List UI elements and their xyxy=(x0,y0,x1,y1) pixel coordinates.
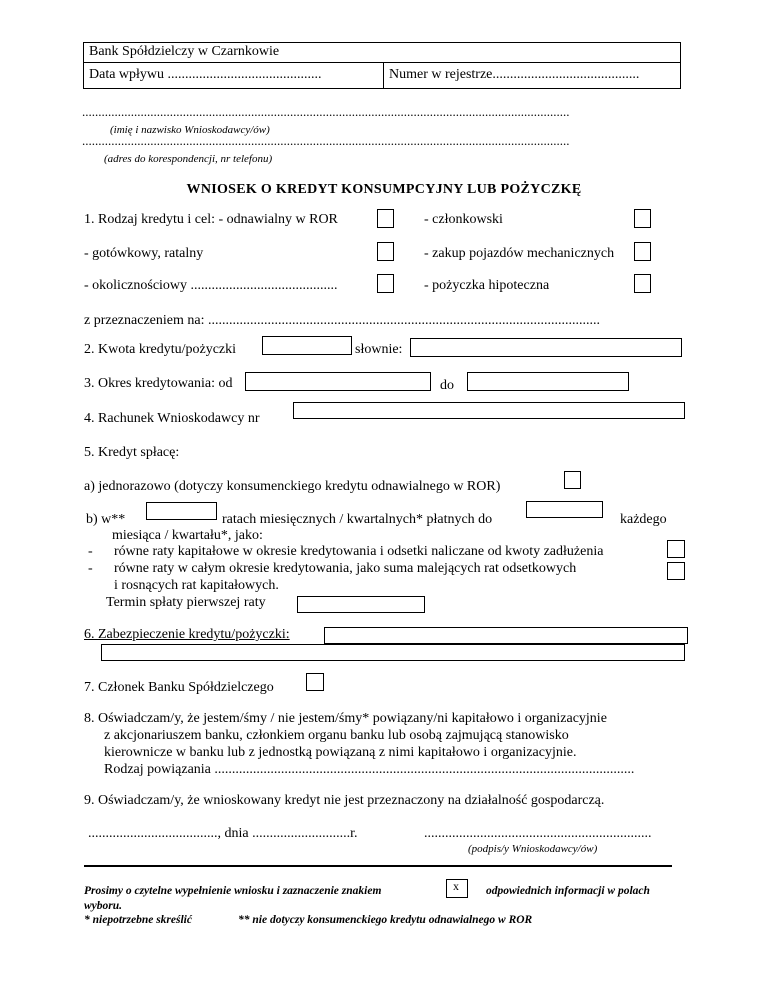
relation-type-line[interactable]: Rodzaj powiązania ........................................................................................................................ xyxy=(104,762,635,777)
checkbox-bank-member[interactable] xyxy=(306,673,324,691)
payment-day-input[interactable] xyxy=(526,501,603,518)
account-label: 4. Rachunek Wnioskodawcy nr xyxy=(84,411,260,426)
repayment-label: 5. Kredyt spłacę: xyxy=(84,445,180,460)
option-equal-installments-label: równe raty w całym okresie kredytowania, jako suma malejących rat odsetkowych xyxy=(114,561,577,576)
relation-statement-line3: kierownicze w banku lub z jednostką powiązaną z nimi kapitałowo i organizacyjnie. xyxy=(104,745,577,760)
collateral-label: 6. Zabezpieczenie kredytu/pożyczki: xyxy=(84,627,290,642)
checkbox-cash-installment[interactable] xyxy=(377,242,394,261)
amount-words-input[interactable] xyxy=(410,338,682,357)
installments-description: ratach miesięcznych / kwartalnych* płatnych do xyxy=(222,512,493,527)
footer-note-part2: odpowiednich informacji w polach xyxy=(486,885,650,897)
first-payment-label: Termin spłaty pierwszej raty xyxy=(106,595,266,610)
option-equal-capital-label: równe raty kapitałowe w okresie kredytowania i odsetki naliczane od kwoty zadłużenia xyxy=(114,544,604,559)
header-column-divider xyxy=(383,62,384,89)
option-equal-installments-dash: - xyxy=(88,561,93,576)
footer-divider xyxy=(84,865,672,867)
checkbox-occasional[interactable] xyxy=(377,274,394,293)
period-from-input[interactable] xyxy=(245,372,431,391)
option-equal-installments-cont: i rosnących rat kapitałowych. xyxy=(114,578,279,593)
checkbox-equal-installments[interactable] xyxy=(667,562,685,580)
relation-statement-line1: 8. Oświadczam/y, że jestem/śmy / nie jestem/śmy* powiązany/ni kapitałowo i organizacyjnie xyxy=(84,711,607,726)
option-equal-capital-dash: - xyxy=(88,544,93,559)
bank-member-label: 7. Członek Banku Spółdzielczego xyxy=(84,680,274,695)
relation-statement-line2: z akcjonariuszem banku, członkiem organu banku lub osobą zajmującą stanowisko xyxy=(104,728,569,743)
footer-note-part1: Prosimy o czytelne wypełnienie wniosku i zaznaczenie znakiem xyxy=(84,885,382,897)
purpose-line[interactable]: z przeznaczeniem na: ................................................................................................................ xyxy=(84,313,600,328)
credit-type-label: 1. Rodzaj kredytu i cel: - odnawialny w ROR xyxy=(84,212,338,227)
amount-input[interactable] xyxy=(262,336,352,355)
footer-note-double-star: ** nie dotyczy konsumenckiego kredytu odnawialnego w ROR xyxy=(238,914,533,926)
checkbox-mortgage[interactable] xyxy=(634,274,651,293)
date-received-field[interactable]: Data wpływu ............................................ xyxy=(89,67,322,82)
applicant-name-caption: (imię i nazwisko Wnioskodawcy/ów) xyxy=(110,124,270,136)
option-mortgage-label: - pożyczka hipoteczna xyxy=(424,278,550,293)
checkbox-lump-sum[interactable] xyxy=(564,471,581,489)
signature-line[interactable]: ................................................................. xyxy=(424,826,652,841)
amount-words-label: słownie: xyxy=(355,342,403,357)
period-from-label: 3. Okres kredytowania: od xyxy=(84,376,233,391)
applicant-address-line[interactable]: ...................................................................................................................................................... xyxy=(82,133,570,148)
applicant-address-caption: (adres do korespondencji, nr telefonu) xyxy=(104,153,273,165)
bank-name: Bank Spółdzielczy w Czarnkowie xyxy=(89,44,280,59)
repayment-lump-sum-label: a) jednorazowo (dotyczy konsumenckiego kredytu odnawialnego w ROR) xyxy=(84,479,501,494)
form-title: WNIOSEK O KREDYT KONSUMPCYJNY LUB POŻYCZKĘ xyxy=(186,182,582,197)
installments-count-input[interactable] xyxy=(146,502,217,520)
register-number-field[interactable]: Numer w rejestrze.......................................... xyxy=(389,67,640,82)
mark-example-x: x xyxy=(453,879,459,893)
signature-caption: (podpis/y Wnioskodawcy/ów) xyxy=(468,843,598,855)
option-cash-installment-label: - gotówkowy, ratalny xyxy=(84,246,204,261)
header-divider xyxy=(83,62,681,63)
installments-period-label: miesiąca / kwartału*, jako: xyxy=(112,528,263,543)
period-to-label: do xyxy=(440,378,454,393)
checkbox-member[interactable] xyxy=(634,209,651,228)
amount-label: 2. Kwota kredytu/pożyczki xyxy=(84,342,237,357)
footer-note-line2: wyboru. xyxy=(84,900,123,912)
checkbox-revolving-ror[interactable] xyxy=(377,209,394,228)
first-payment-input[interactable] xyxy=(297,596,425,613)
installments-each-label: każdego xyxy=(620,512,667,527)
place-date-line[interactable]: ....................................., dnia ............................r. xyxy=(88,826,358,841)
account-input[interactable] xyxy=(293,402,685,419)
collateral-input-1[interactable] xyxy=(324,627,688,644)
applicant-name-line[interactable]: ...................................................................................................................................................... xyxy=(82,104,570,119)
option-vehicles-label: - zakup pojazdów mechanicznych xyxy=(424,246,615,261)
period-to-input[interactable] xyxy=(467,372,629,391)
footer-note-star: * niepotrzebne skreślić xyxy=(84,914,192,926)
checkbox-equal-capital[interactable] xyxy=(667,540,685,558)
installments-prefix: b) w** xyxy=(86,512,126,527)
option-member-label: - członkowski xyxy=(424,212,503,227)
option-occasional-label: - okolicznościowy .......................................... xyxy=(84,278,338,293)
checkbox-vehicles[interactable] xyxy=(634,242,651,261)
business-statement: 9. Oświadczam/y, że wnioskowany kredyt nie jest przeznaczony na działalność gospodarczą. xyxy=(84,793,605,808)
collateral-input-2[interactable] xyxy=(101,644,685,661)
